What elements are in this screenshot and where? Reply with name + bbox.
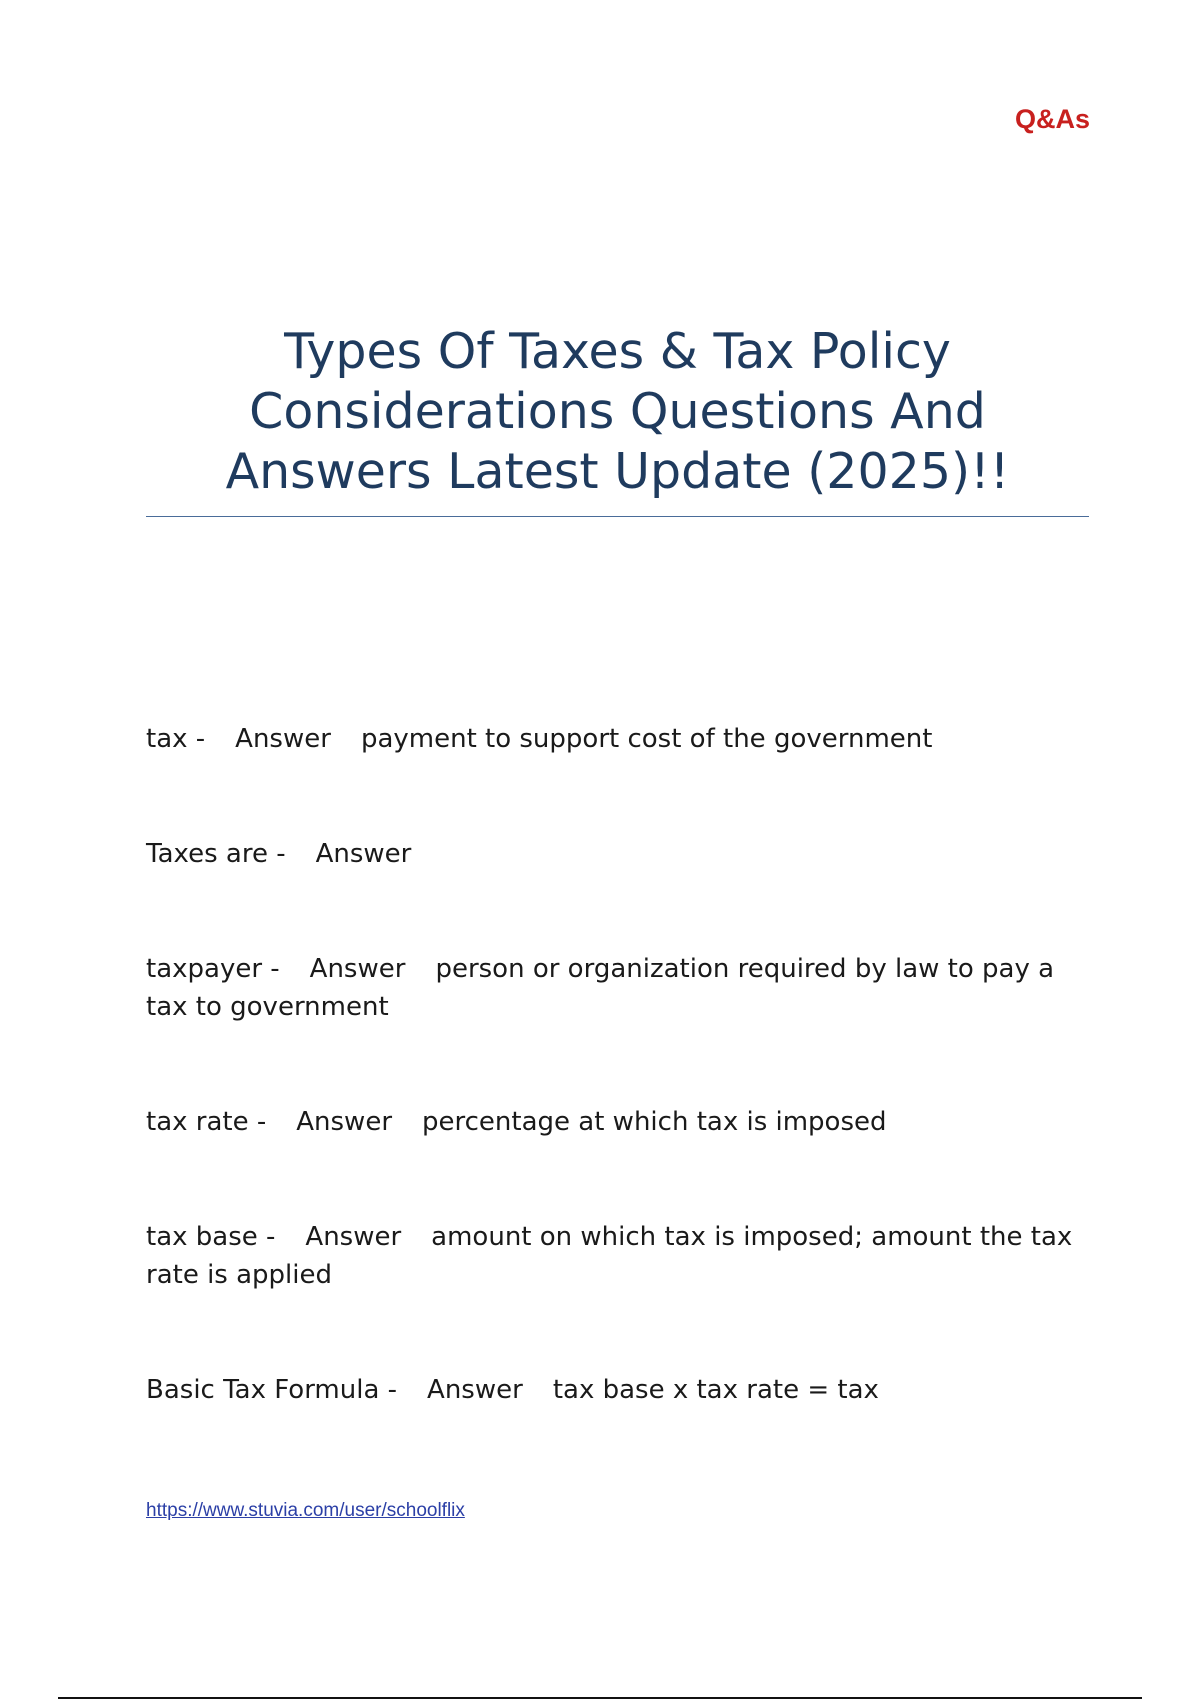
qa-tag: Q&As xyxy=(1014,104,1090,134)
qa-answer: percentage at which tax is imposed xyxy=(422,1107,887,1137)
qa-answer-label: Answer xyxy=(309,954,406,984)
qa-item xyxy=(146,1218,1086,1294)
qa-item xyxy=(146,1103,1086,1141)
stuvia-link[interactable]: https://www.stuvia.com/user/schoolflix xyxy=(146,1500,465,1521)
qa-item xyxy=(146,950,1086,1026)
qa-answer: person or organization required by law to pay a tax to government xyxy=(146,954,1063,1022)
footer-divider xyxy=(58,1697,1142,1699)
qa-answer-label: Answer xyxy=(296,1107,393,1137)
document-title: Types Of Taxes & Tax Policy Considerations Questions And Answers Latest Update (2025)!! xyxy=(225,323,1010,500)
qa-answer: amount on which tax is imposed; amount the tax rate is applied xyxy=(146,1222,1081,1290)
qa-answer: tax base x tax rate = tax xyxy=(552,1375,879,1405)
qa-answer: payment to support cost of the government xyxy=(360,724,933,754)
qa-answer-label: Answer xyxy=(427,1375,523,1405)
qa-answer-label: Answer xyxy=(315,839,412,869)
qa-term: tax rate - xyxy=(146,1107,267,1137)
qa-answer-label: Answer xyxy=(305,1222,402,1252)
qa-term: taxpayer - xyxy=(146,954,280,984)
qa-term: tax - xyxy=(146,724,206,754)
title-block xyxy=(146,322,1089,517)
qa-term: tax base - xyxy=(146,1222,276,1252)
qa-answer-label: Answer xyxy=(235,724,331,754)
qa-term: Basic Tax Formula - xyxy=(146,1375,398,1405)
qa-item xyxy=(146,835,1086,873)
qa-item xyxy=(146,720,1086,758)
qa-list xyxy=(146,720,1086,1409)
qa-term: Taxes are - xyxy=(146,839,286,869)
qa-item xyxy=(146,1371,1086,1409)
